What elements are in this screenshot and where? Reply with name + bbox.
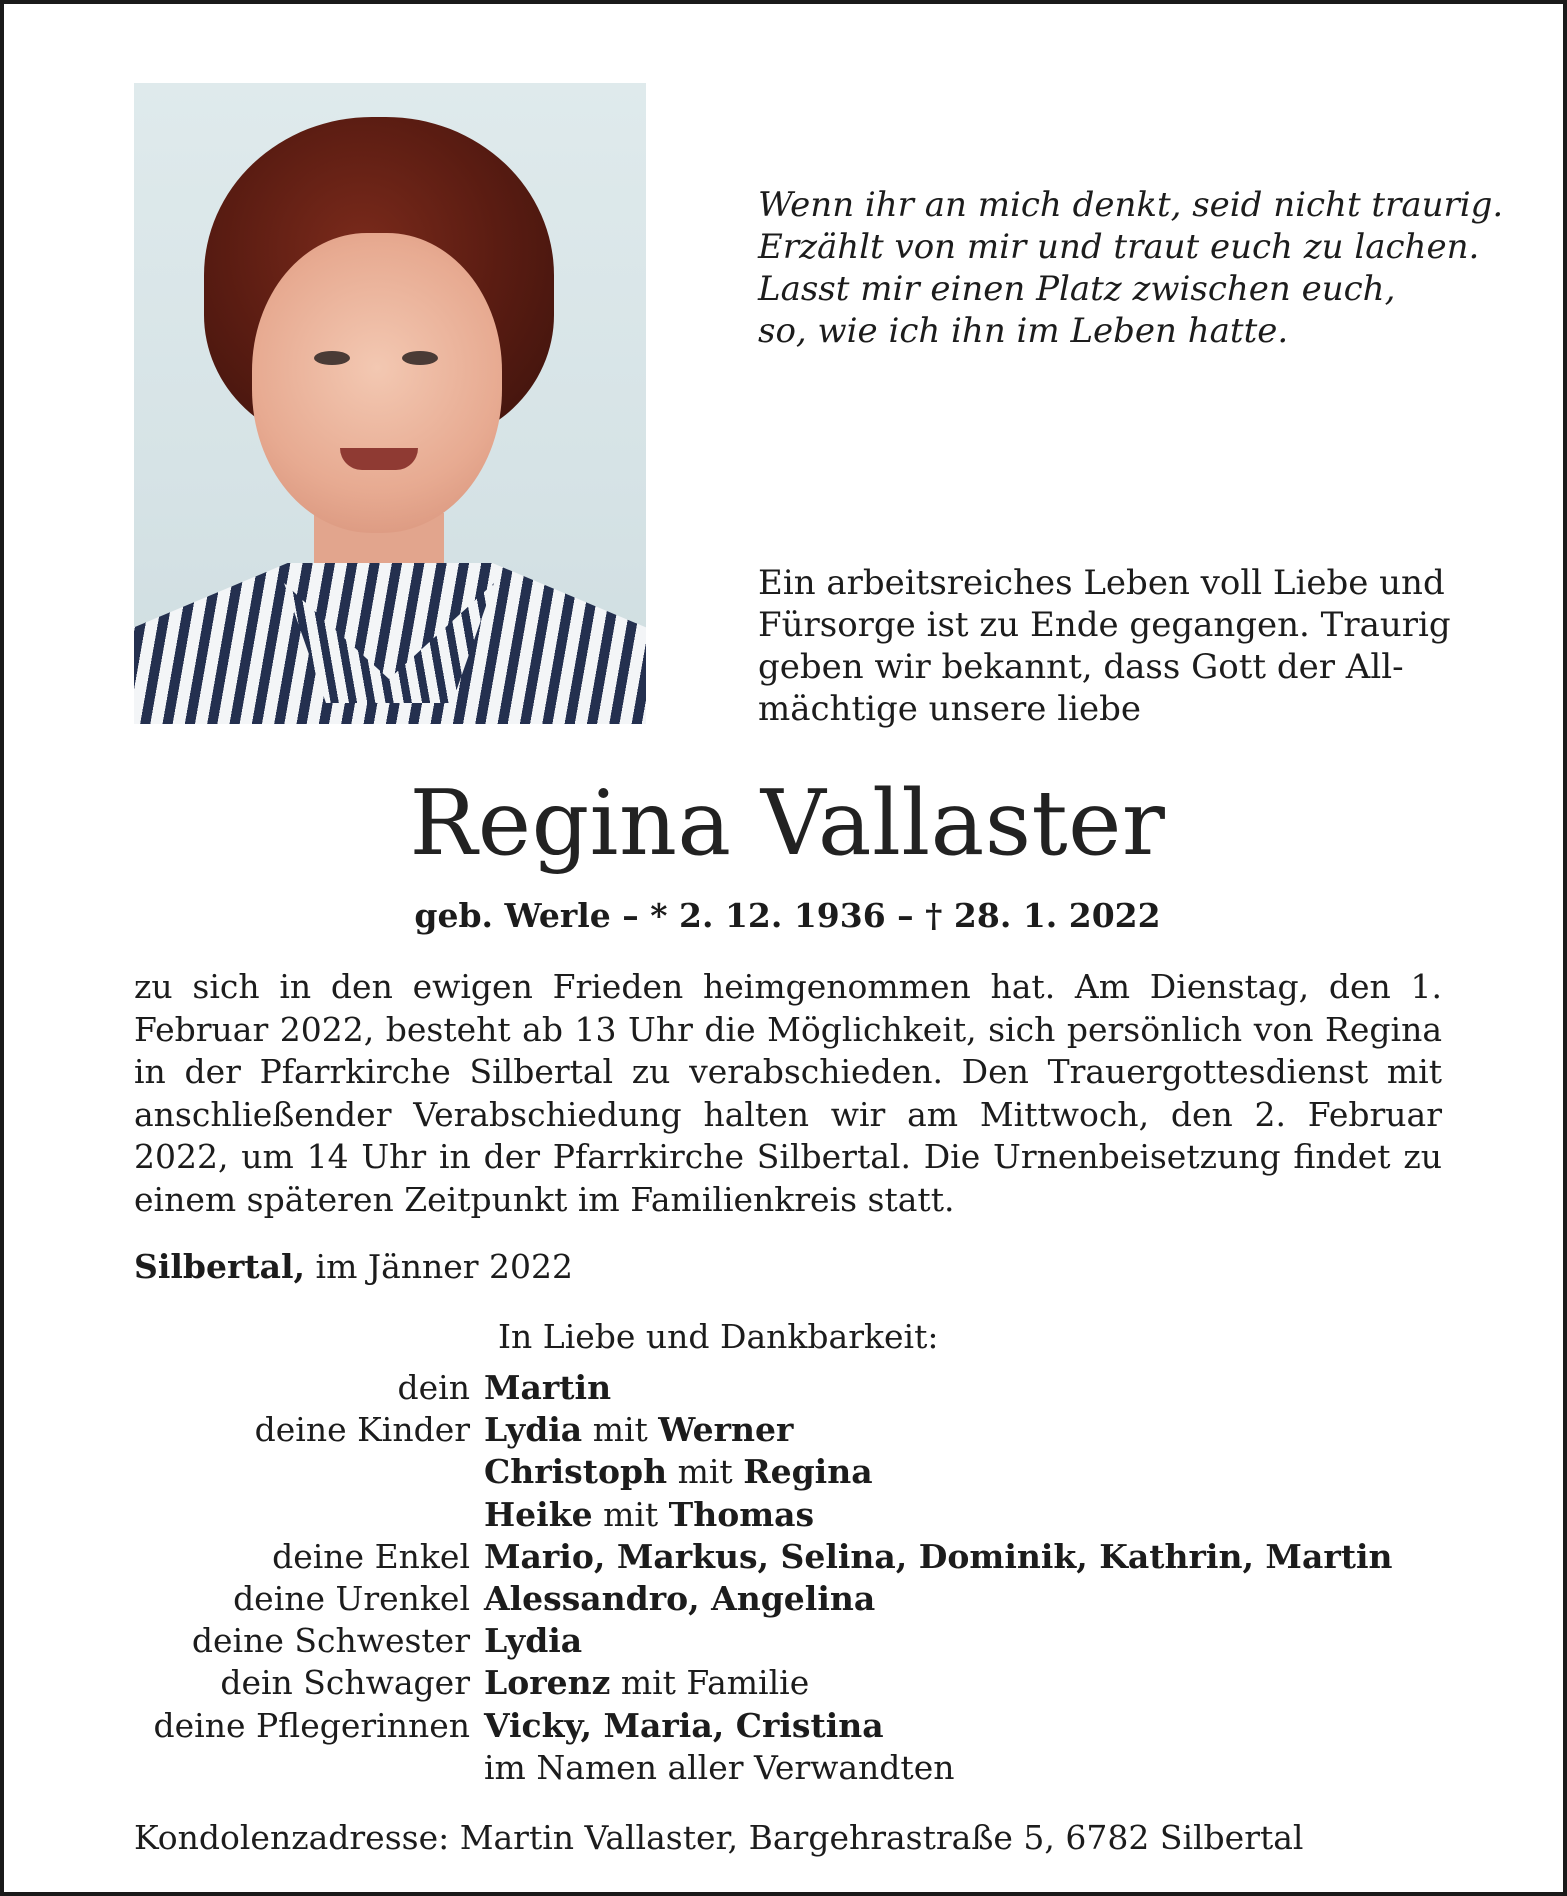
signer-name: Vicky, Maria, Cristina: [484, 1705, 884, 1745]
signer-name: Werner: [658, 1410, 794, 1450]
signer-names: [484, 1662, 1454, 1704]
intro-text: [758, 562, 1451, 730]
signer-connector: mit: [592, 1494, 669, 1534]
photo-eye-right: [402, 351, 438, 365]
signer-connector: im Namen aller Verwandten: [484, 1747, 955, 1787]
signer-name: Alessandro, Angelina: [484, 1579, 876, 1619]
photo-eye-left: [314, 351, 350, 365]
signer-name: Regina: [743, 1452, 873, 1492]
intro-line: geben wir bekannt, dass Gott der All-: [758, 647, 1404, 687]
poem-line: so, wie ich ihn im Leben hatte.: [758, 311, 1289, 351]
signer-names: [484, 1409, 1454, 1451]
signer-names: [484, 1620, 1454, 1662]
signer-name: Thomas: [668, 1494, 815, 1534]
signer-row: [134, 1494, 1454, 1536]
signer-names: [484, 1536, 1454, 1578]
signer-row: [134, 1536, 1454, 1578]
signer-row: [134, 1409, 1454, 1451]
poem-line: Wenn ihr an mich denkt, seid nicht traurig.: [758, 185, 1504, 225]
signer-names: [484, 1451, 1454, 1493]
deceased-name: Regina Vallaster: [409, 771, 1166, 876]
signer-connector: mit: [667, 1452, 744, 1492]
signer-row: [134, 1451, 1454, 1493]
signer-names: [484, 1747, 1454, 1789]
signer-row: [134, 1620, 1454, 1662]
signer-row: [134, 1662, 1454, 1704]
signer-relation: deine Schwester: [191, 1621, 470, 1661]
signer-row: [134, 1747, 1454, 1789]
signer-name: Heike: [484, 1494, 593, 1534]
place-date: [134, 1245, 573, 1289]
signer-name: Lorenz: [484, 1663, 611, 1703]
signer-row: [134, 1578, 1454, 1620]
funeral-details: zu sich in den ewigen Frieden heimgenommen hat. Am Dienstag, den 1. Februar 2022, besteht ab 13 Uhr die Möglichkeit, sich persönlich von Regina in der Pfarrkirche Silbertal zu verabschieden. Den Trauergottesdienst mit anschließender Verabschiedung halten wir am Mittwoch, den 2. Februar 2022, um 14 Uhr in der Pfarrkirche Silbertal. Die Urnenbeisetzung findet zu einem späteren Zeitpunkt im Familienkreis statt.: [134, 967, 1442, 1219]
place-town: Silbertal,: [134, 1247, 306, 1286]
signer-relation: deine Urenkel: [233, 1579, 470, 1619]
signer-relation: deine Kinder: [254, 1410, 470, 1450]
signer-names: [484, 1494, 1454, 1536]
signer-name: Mario, Markus, Selina, Dominik, Kathrin, Martin: [484, 1536, 1393, 1576]
signer-name: Christoph: [484, 1452, 668, 1492]
intro-line: Fürsorge ist zu Ende gegangen. Traurig: [758, 605, 1451, 645]
portrait-photo: [134, 83, 646, 724]
signer-name: Lydia: [484, 1621, 583, 1661]
photo-mouth: [340, 448, 418, 470]
signer-name: Martin: [484, 1368, 612, 1407]
signer-relation: dein Schwager: [220, 1663, 470, 1703]
signer-names: [484, 1578, 1454, 1620]
signer-row: [134, 1367, 1454, 1409]
condolence-address: Kondolenzadresse: Martin Vallaster, Bargehrastraße 5, 6782 Silbertal: [134, 1818, 1304, 1857]
signer-row: [134, 1705, 1454, 1747]
signers-list: [134, 1367, 1454, 1789]
signer-names: [484, 1705, 1454, 1747]
birth-death-dates: geb. Werle – * 2. 12. 1936 – † 28. 1. 2022: [414, 896, 1161, 935]
photo-face: [252, 233, 502, 533]
poem-line: Erzählt von mir und traut euch zu lachen.: [758, 227, 1480, 267]
poem: [758, 184, 1504, 352]
intro-line: mächtige unsere liebe: [758, 689, 1141, 729]
place-date-text: im Jänner 2022: [315, 1247, 574, 1286]
signer-name: Lydia: [484, 1410, 583, 1450]
signer-relation: deine Pflegerinnen: [153, 1705, 470, 1745]
intro-line: Ein arbeitsreiches Leben voll Liebe und: [758, 563, 1445, 603]
signer-connector: mit Familie: [610, 1663, 810, 1703]
signer-names: [484, 1367, 1454, 1409]
signer-relation: dein: [397, 1368, 470, 1407]
signers-heading: In Liebe und Dankbarkeit:: [498, 1317, 939, 1356]
signer-connector: mit: [582, 1410, 659, 1450]
signer-relation: deine Enkel: [272, 1536, 470, 1576]
poem-line: Lasst mir einen Platz zwischen euch,: [758, 269, 1396, 309]
